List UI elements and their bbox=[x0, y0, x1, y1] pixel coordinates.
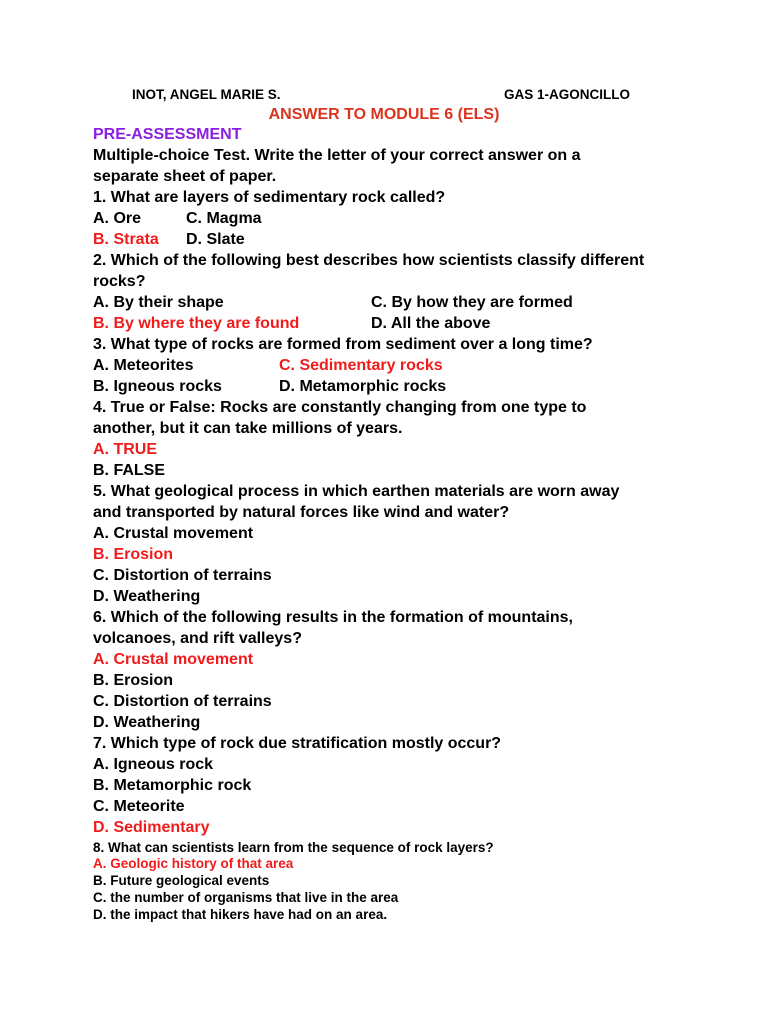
question-2-cont: rocks? bbox=[93, 273, 146, 290]
q7-option-b: B. Metamorphic rock bbox=[93, 777, 252, 794]
question-8: 8. What can scientists learn from the sequence of rock layers? bbox=[93, 840, 494, 855]
question-5-cont: and transported by natural forces like wind and water? bbox=[93, 504, 510, 521]
q7-option-c: C. Meteorite bbox=[93, 798, 185, 815]
q3-option-d: D. Metamorphic rocks bbox=[279, 378, 447, 395]
question-5: 5. What geological process in which earthen materials are worn away bbox=[93, 483, 620, 500]
student-name: INOT, ANGEL MARIE S. bbox=[132, 87, 281, 102]
q4-answer-a: A. TRUE bbox=[93, 441, 157, 458]
instructions-line: separate sheet of paper. bbox=[93, 168, 277, 185]
q2-option-c: C. By how they are formed bbox=[371, 294, 573, 311]
q2-answer-b: B. By where they are found bbox=[93, 315, 300, 332]
question-6: 6. Which of the following results in the formation of mountains, bbox=[93, 609, 573, 626]
student-section: GAS 1-AGONCILLO bbox=[504, 87, 631, 102]
q5-option-a: A. Crustal movement bbox=[93, 525, 254, 542]
q8-option-d: D. the impact that hikers have had on an area. bbox=[93, 907, 388, 922]
q6-answer-a: A. Crustal movement bbox=[93, 651, 254, 668]
question-3: 3. What type of rocks are formed from sediment over a long time? bbox=[93, 336, 593, 353]
q4-option-b: B. FALSE bbox=[93, 462, 166, 479]
q8-answer-a: A. Geologic history of that area bbox=[93, 856, 294, 871]
question-2: 2. Which of the following best describes how scientists classify different bbox=[93, 252, 645, 269]
q3-option-b: B. Igneous rocks bbox=[93, 378, 222, 395]
question-7: 7. Which type of rock due stratification mostly occur? bbox=[93, 735, 502, 752]
q2-option-d: D. All the above bbox=[371, 315, 491, 332]
q8-option-b: B. Future geological events bbox=[93, 873, 270, 888]
question-4-cont: another, but it can take millions of years. bbox=[93, 420, 403, 437]
q1-option-c: C. Magma bbox=[186, 210, 262, 227]
q7-answer-d: D. Sedimentary bbox=[93, 819, 210, 836]
instructions-line: Multiple-choice Test. Write the letter of your correct answer on a bbox=[93, 147, 581, 164]
q8-option-c: C. the number of organisms that live in the area bbox=[93, 890, 399, 905]
question-6-cont: volcanoes, and rift valleys? bbox=[93, 630, 302, 647]
section-heading: PRE-ASSESSMENT bbox=[93, 126, 242, 143]
q7-option-a: A. Igneous rock bbox=[93, 756, 214, 773]
q6-option-d: D. Weathering bbox=[93, 714, 201, 731]
q5-answer-b: B. Erosion bbox=[93, 546, 174, 563]
q3-answer-c: C. Sedimentary rocks bbox=[279, 357, 443, 374]
question-4: 4. True or False: Rocks are constantly changing from one type to bbox=[93, 399, 587, 416]
q3-option-a: A. Meteorites bbox=[93, 357, 194, 374]
page-title: ANSWER TO MODULE 6 (ELS) bbox=[268, 106, 500, 123]
q6-option-b: B. Erosion bbox=[93, 672, 174, 689]
q1-answer-b: B. Strata bbox=[93, 231, 159, 248]
q1-option-a: A. Ore bbox=[93, 210, 142, 227]
q2-option-a: A. By their shape bbox=[93, 294, 224, 311]
q5-option-d: D. Weathering bbox=[93, 588, 201, 605]
q1-option-d: D. Slate bbox=[186, 231, 245, 248]
question-1: 1. What are layers of sedimentary rock called? bbox=[93, 189, 446, 206]
q6-option-c: C. Distortion of terrains bbox=[93, 693, 272, 710]
q5-option-c: C. Distortion of terrains bbox=[93, 567, 272, 584]
